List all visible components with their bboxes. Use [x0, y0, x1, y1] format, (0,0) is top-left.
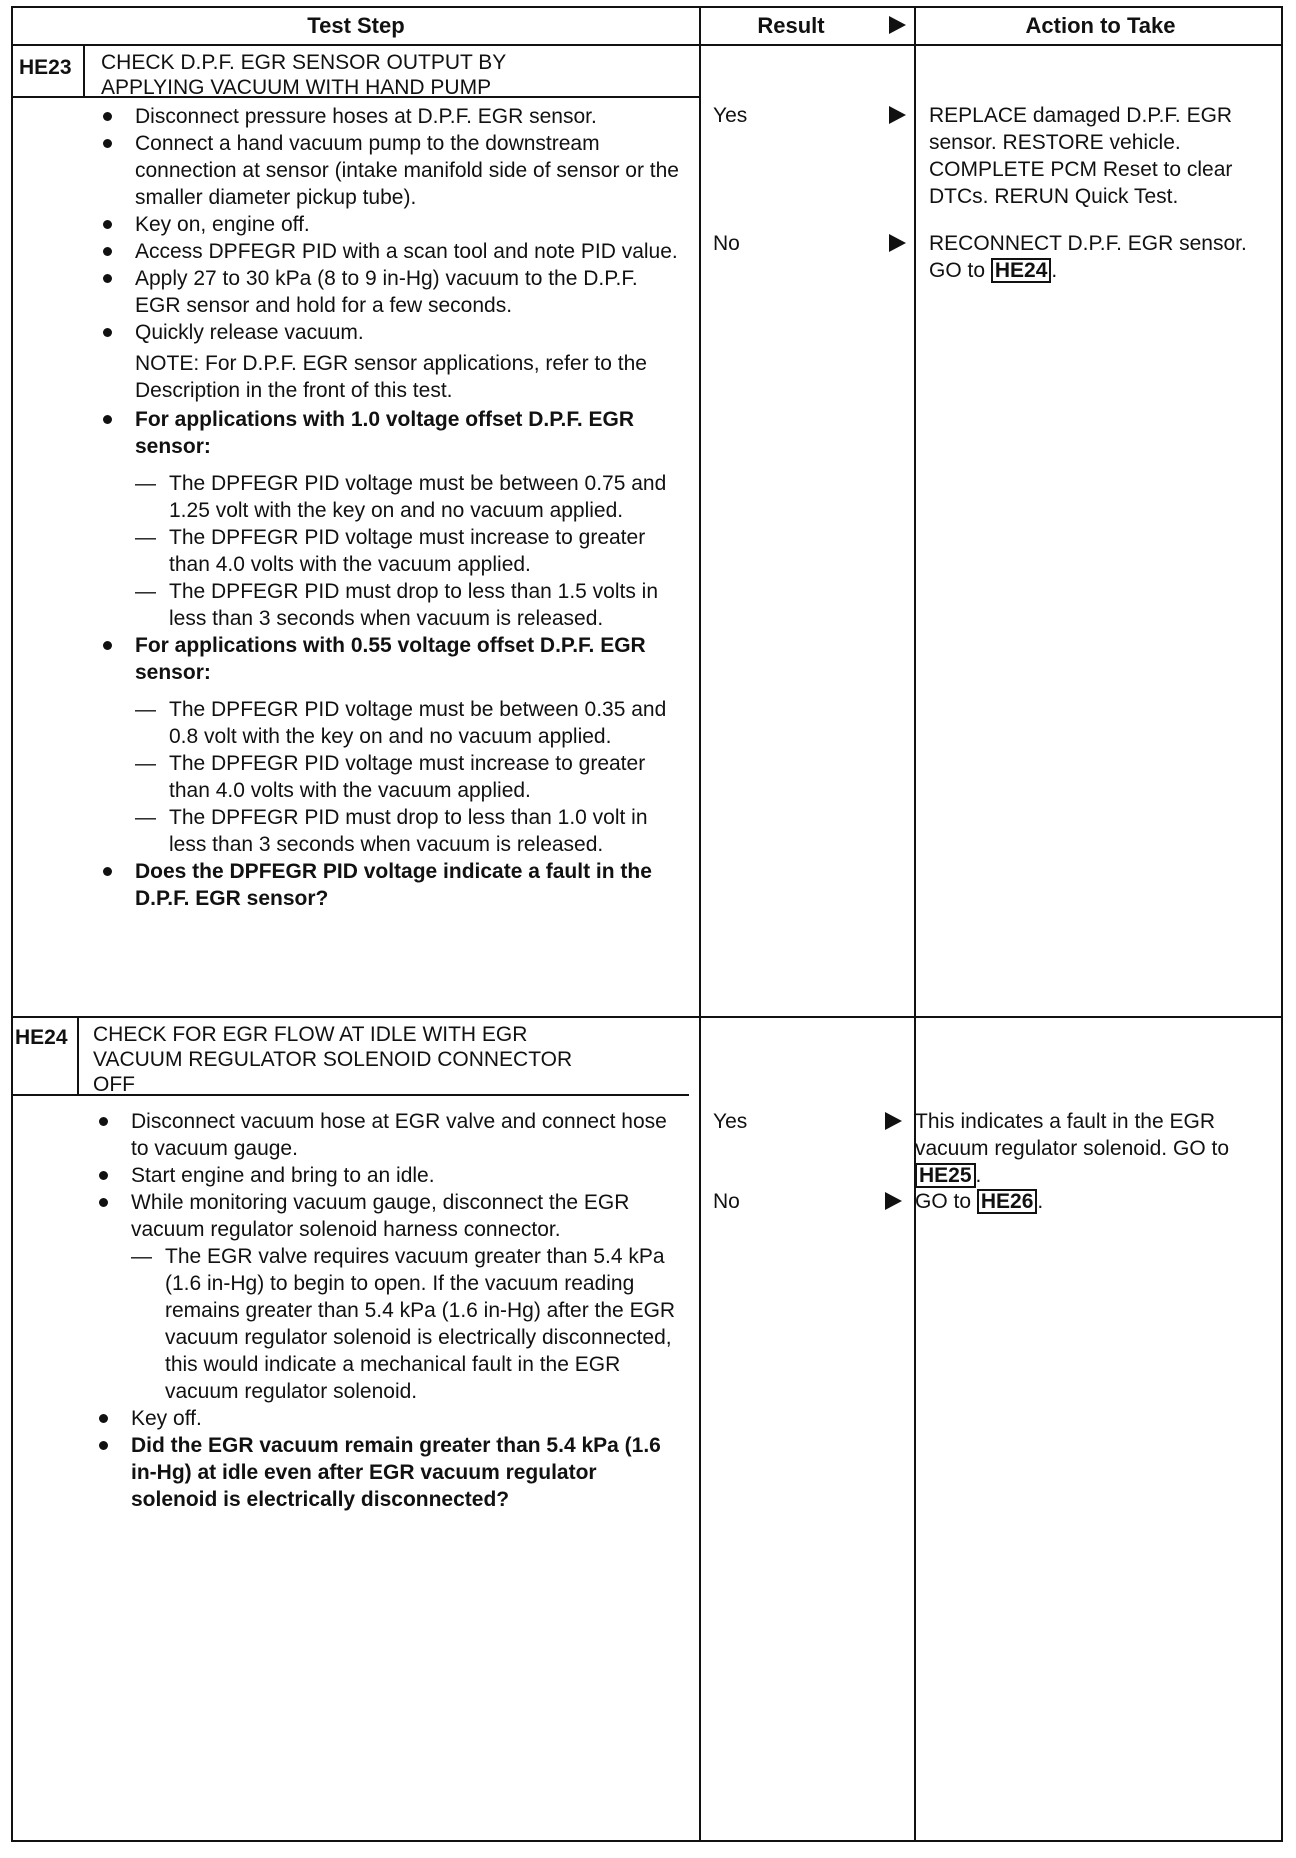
action-yes: This indicates a fault in the EGR vacuum regulator solenoid. GO to HE25 . [915, 1110, 1229, 1187]
step-title-line: VACUUM REGULATOR SOLENOID CONNECTOR [93, 1048, 573, 1071]
step-reference-link[interactable]: HE25 [915, 1163, 976, 1188]
list-item: Access DPFEGR PID with a scan tool and note PID value. [97, 238, 681, 265]
result-no: No [713, 1190, 740, 1213]
list-item: For applications with 1.0 voltage offset D.P.F. EGR sensor: [97, 406, 681, 460]
action-yes: REPLACE damaged D.P.F. EGR sensor. RESTORE vehicle. COMPLETE PCM Reset to clear DTCs. RERUN Quick Test. [929, 104, 1233, 208]
list-item: For applications with 0.55 voltage offset D.P.F. EGR sensor: [97, 632, 681, 686]
step-title [101, 50, 506, 100]
step-code: HE23 [19, 56, 72, 79]
step-title-line: CHECK D.P.F. EGR SENSOR OUTPUT BY [101, 51, 507, 74]
step-list [97, 103, 681, 912]
list-item: Apply 27 to 30 kPa (8 to 9 in-Hg) vacuum to the D.P.F. EGR sensor and hold for a few seconds. [97, 265, 681, 319]
action-no: GO to HE26 . [915, 1190, 1044, 1213]
header-arrow-icon [889, 16, 906, 34]
header-action: Action to Take [1025, 13, 1176, 38]
note-text: NOTE: For D.P.F. EGR sensor applications, refer to the Description in the front of this test. [135, 352, 647, 402]
step-title-line: APPLYING VACUUM WITH HAND PUMP [101, 76, 492, 99]
list-item: While monitoring vacuum gauge, disconnect the EGR vacuum regulator solenoid harness connector. [93, 1189, 683, 1243]
sub-item: — The EGR valve requires vacuum greater than 5.4 kPa (1.6 in-Hg) to begin to open. If the vacuum reading remains greater than 5.4 kPa (1.6 in-Hg) after the EGR vacuum regulator solenoid is electrically disconnected, this would indicate a mechanical fault in the EGR vacuum regulator solenoid. [93, 1243, 683, 1405]
column-divider [699, 8, 701, 1840]
step-title [93, 1022, 572, 1097]
step-divider [13, 1016, 1281, 1018]
list-item: Key on, engine off. [97, 211, 681, 238]
step-title-line: OFF [93, 1073, 135, 1096]
header-test-step: Test Step [307, 13, 405, 38]
title-divider [13, 96, 701, 98]
arrow-icon [889, 106, 906, 124]
action-text: This indicates a fault in the EGR vacuum regulator solenoid. GO to [915, 1110, 1229, 1160]
column-divider [914, 8, 916, 1840]
arrow-icon [885, 1192, 902, 1210]
list-item: Connect a hand vacuum pump to the downstream connection at sensor (intake manifold side of sensor or the smaller diameter pickup tube). [97, 130, 681, 211]
code-divider [83, 44, 85, 96]
list-item: Start engine and bring to an idle. [93, 1162, 683, 1189]
result-yes: Yes [713, 1110, 748, 1133]
step-title-line: CHECK FOR EGR FLOW AT IDLE WITH EGR [93, 1023, 528, 1046]
sub-item: — The DPFEGR PID voltage must be between 0.75 and 1.25 volt with the key on and no vacuum applied. [97, 470, 681, 524]
header-divider [13, 44, 1281, 46]
step-code: HE24 [15, 1026, 68, 1049]
code-divider [77, 1016, 79, 1094]
arrow-icon [885, 1112, 902, 1130]
list-item: Did the EGR vacuum remain greater than 5.4 kPa (1.6 in-Hg) at idle even after EGR vacuum regulator solenoid is electrically disconnected? [93, 1432, 683, 1513]
list-item: Key off. [93, 1405, 683, 1432]
sub-item: — The DPFEGR PID voltage must be between 0.35 and 0.8 volt with the key on and no vacuum applied. [97, 696, 681, 750]
sub-item: — The DPFEGR PID voltage must increase to greater than 4.0 volts with the vacuum applied. [97, 524, 681, 578]
action-text: GO to [915, 1190, 972, 1213]
result-no: No [713, 232, 740, 255]
list-item: Does the DPFEGR PID voltage indicate a fault in the D.P.F. EGR sensor? [97, 858, 681, 912]
title-divider [13, 1094, 689, 1096]
list-item: Disconnect pressure hoses at D.P.F. EGR sensor. [97, 103, 681, 130]
step-reference-link[interactable]: HE24 [991, 258, 1052, 283]
sub-item: — The DPFEGR PID must drop to less than 1.0 volt in less than 3 seconds when vacuum is released. [97, 804, 681, 858]
list-item: Quickly release vacuum. [97, 319, 681, 346]
step-list [93, 1108, 683, 1513]
step-reference-link[interactable]: HE26 [977, 1189, 1038, 1214]
sub-item: — The DPFEGR PID must drop to less than 1.5 volts in less than 3 seconds when vacuum is released. [97, 578, 681, 632]
diagnostic-table [11, 6, 1283, 1842]
sub-item: — The DPFEGR PID voltage must increase to greater than 4.0 volts with the vacuum applied. [97, 750, 681, 804]
action-no: RECONNECT D.P.F. EGR sensor. GO to HE24 . [929, 232, 1247, 282]
list-item: Disconnect vacuum hose at EGR valve and connect hose to vacuum gauge. [93, 1108, 683, 1162]
action-text: RECONNECT D.P.F. EGR sensor. GO to [929, 232, 1247, 282]
arrow-icon [889, 234, 906, 252]
result-yes: Yes [713, 104, 748, 127]
header-result: Result [757, 13, 825, 38]
